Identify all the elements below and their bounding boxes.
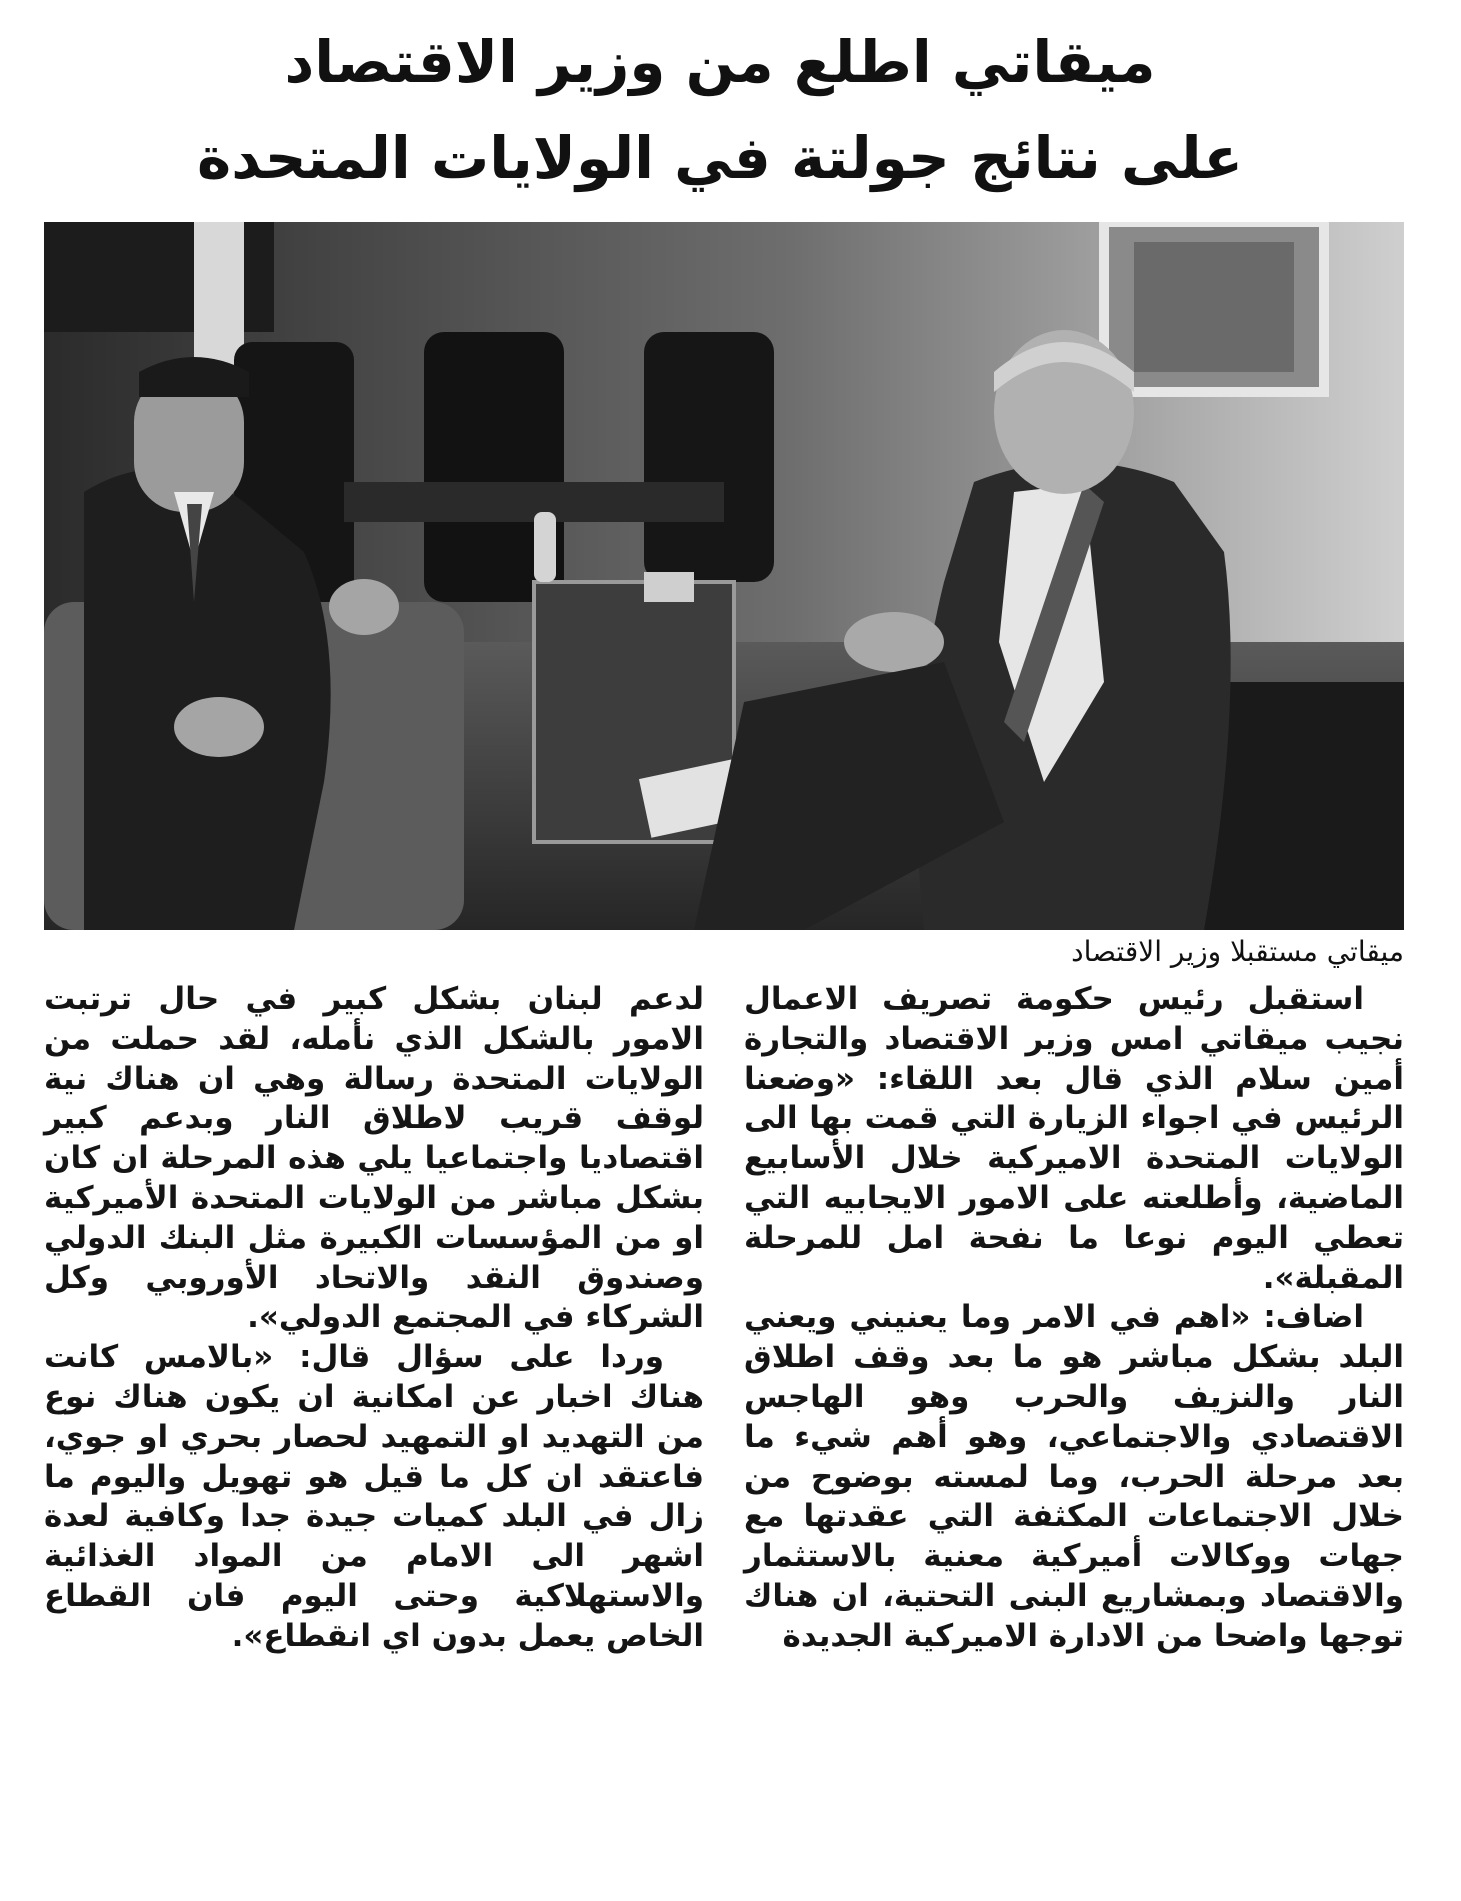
- paragraph: لدعم لبنان بشكل كبير في حال ترتبت الامور بالشكل الذي نأمله، لقد حملت من الولايات المتحدة رسالة وهي ان هناك نية لوقف قريب لاطلاق النار وبدعم كبير اقتصاديا واجتماعيا يلي هذه المرحلة ان كان بشكل مباشر من الولايات المتحدة الأميركية او من المؤسسات الكبيرة مثل البنك الدولي وصندوق النقد والاتحاد الأوروبي وكل الشركاء في المجتمع الدولي».: [44, 981, 704, 1336]
- article-column-left: [44, 980, 704, 1657]
- article-photo: [44, 222, 1404, 930]
- headline-line-2: على نتائج جولتة في الولايات المتحدة: [196, 124, 1243, 192]
- paragraph: اضاف: «اهم في الامر وما يعنيني ويعني البلد بشكل مباشر هو ما بعد وقف اطلاق النار والنزيف والحرب وهو الهاجس الاقتصادي والاجتماعي، وهو أهم شيء ما بعد مرحلة الحرب، وما لمسته بوضوح من خلال الاجتماعات المكثفة التي عقدتها مع جهات ووكالات أميركية معنية بالاستثمار والاقتصاد وبمشاريع البنى التحتية، ان هناك توجها واضحا من الادارة الاميركية الجديدة: [744, 1299, 1404, 1654]
- article-column-right: [744, 980, 1404, 1657]
- paragraph: استقبل رئيس حكومة تصريف الاعمال نجيب ميقاتي امس وزير الاقتصاد والتجارة أمين سلام الذي قال بعد اللقاء: «وضعنا الرئيس في اجواء الزيارة التي قمت بها الى الولايات المتحدة الاميركية خلال الأسابيع الماضية، وأطلعته على الامور الايجابيه التي تعطي اليوم نوعا ما نفحة امل للمرحلة المقبلة».: [744, 981, 1404, 1296]
- photo-caption: ميقاتي مستقبلا وزير الاقتصاد: [1071, 935, 1404, 968]
- article-headline: [40, 14, 1400, 206]
- headline-line-1: ميقاتي اطلع من وزير الاقتصاد: [284, 28, 1156, 96]
- photo-meeting-icon: [44, 222, 1404, 930]
- paragraph: وردا على سؤال قال: «بالامس كانت هناك اخبار عن امكانية ان يكون هناك نوع من التهديد او التمهيد لحصار بحري او جوي، فاعتقد ان كل ما قيل هو تهويل واليوم ما زال في البلد كميات جيدة جدا وكافية لعدة اشهر الى الامام من المواد الغذائية والاستهلاكية وحتى اليوم فان القطاع الخاص يعمل بدون اي انقطاع».: [44, 1339, 704, 1654]
